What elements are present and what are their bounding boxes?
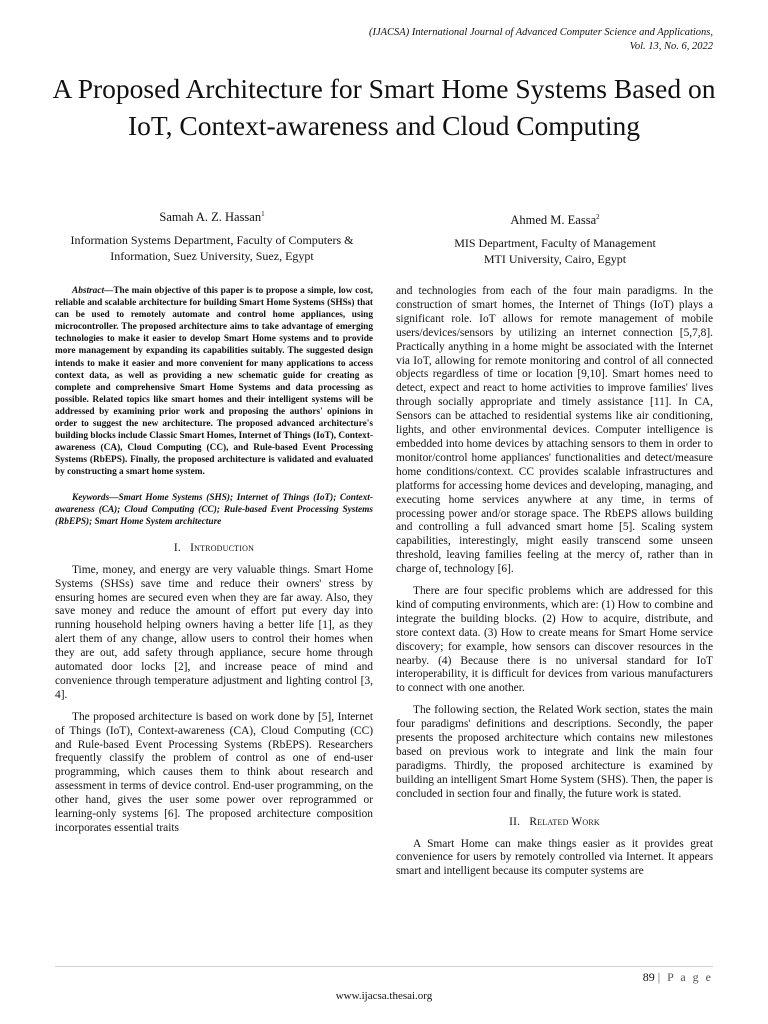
- author-name-1: Samah A. Z. Hassan$^1$: [159, 210, 265, 225]
- abstract-label: Abstract: [72, 286, 105, 296]
- abstract: [55, 285, 373, 479]
- journal-name: (IJACSA) International Journal of Advanced Computer Science and Applications,: [368, 27, 713, 38]
- intro-paragraph-1: Time, money, and energy are very valuable things. Smart Home Systems (SHSs) save time and reduce their owners' stress by ensuring homes are secured even when they are far away. Also, they save money and reduce the amount of effort put every day into running household helping owners having a better life [1], as they alert them of any change, allow users to control their homes when they are out, add safety through appliance, secure home through automated door locks [2], and increase peace of mind and convenience through temperature adjustment and lighting control [3, 4].: [55, 563, 373, 701]
- journal-header: [233, 26, 713, 54]
- paper-title: A Proposed Architecture for Smart Home Systems Based on IoT, Context-awareness and Cloud Computing: [52, 73, 716, 141]
- body-paragraph-outline: The following section, the Related Work section, states the main four paradigms' definitions and descriptions. Secondly, the paper presents the proposed architecture which contains new milestones based on previous work to integrate and link the main four paradigms. Thirdly, the proposed architecture is examined by building an intelligent Smart Home System (SHS). Then, the paper is concluded in section four and finally, the future work is stated.: [396, 704, 713, 800]
- left-column: [55, 285, 373, 844]
- author-block-1: [52, 206, 372, 264]
- abstract-text: —The main objective of this paper is to propose a simple, low cost, reliable and scalable architecture for building Smart Home Systems (SHSs) that can be used to remotely automate and control home appliances, using microcontroller. The proposed architecture aims to take advantage of emerging technologies to make it easier to develop Smart Home systems and to provide more management by expanding its capabilities suitably. The suggested design intends to make it easier and more convenient for many applications to access context data, as well as providing a new schematic guide for creating as complete and comprehensive Smart Home Systems and data processing as possible. Related topics like smart homes and their intelligent systems will be addressed by examining prior work and proposing the authors' opinions in order to suggest the new architecture. The proposed advanced architecture's building blocks include Classic Smart Homes, Internet of Things (IoT), Context-awareness (CA), Cloud Computing (CC), and Rule-based Event Processing Systems (RbEPS). Finally, the proposed architecture is validated and evaluated by constructing a smart home system.: [55, 286, 374, 478]
- author-affiliation-2b: MTI University, Cairo, Egypt: [483, 252, 627, 267]
- page-label: | P a g e: [657, 970, 713, 984]
- author-affiliation-1a: Information Systems Department, Faculty of Computers &: [70, 233, 354, 248]
- author-sup-1: 1: [261, 210, 265, 218]
- footer-divider: [55, 966, 713, 967]
- author-name-2: Ahmed M. Eassa$^2$: [510, 213, 600, 228]
- author-affiliation-1b: Information, Suez University, Suez, Egypt: [110, 249, 314, 264]
- keywords-label: Keywords: [72, 492, 110, 503]
- journal-volume: Vol. 13, No. 6, 2022: [629, 41, 713, 52]
- section-heading-related-work: II. Related Work: [509, 815, 600, 828]
- footer-url-link[interactable]: www.ijacsa.thesai.org: [335, 990, 433, 1002]
- author-sup-2: 2: [596, 213, 600, 221]
- section-heading-introduction: I. Introduction: [173, 541, 255, 554]
- intro-paragraph-2: The proposed architecture is based on work done by [5], Internet of Things (IoT), Context-awareness (CA), Cloud Computing (CC) and Rule-based Event Processing Systems (RbEPS). Researchers frequently classify the problem of control as one of end-user programming, which causes them to think about research and assessment in terms of device control. End-user programming, on the other hand, gives the user some power over reprogrammed or learning-only systems [6]. The proposed architecture composition incorporates essential traits: [55, 710, 373, 834]
- page-number: 89 | P a g e: [642, 970, 713, 984]
- body-paragraph-problems: There are four specific problems which are addressed for this kind of computing environments, which are: (1) How to combine and integrate the building blocks. (2) How to acquire, distribute, and store context data. (3) How to create means for Smart Home service discovery; for example, how sensors can discover resources in the nearby. (4) Because there is no universal standard for IoT interoperability, it is difficult for devices from various manufacturers to connect with one another.: [396, 585, 713, 695]
- keywords: [55, 492, 373, 528]
- author-affiliation-2a: MIS Department, Faculty of Management: [454, 236, 656, 251]
- related-paragraph-1: A Smart Home can make things easier as it provides great convenience for users by remotely controlled via Internet. It appears smart and intelligent because its computer systems are: [396, 837, 713, 878]
- right-column: [396, 285, 713, 887]
- keywords-text: —Smart Home Systems (SHS); Internet of Things (IoT); Context-awareness (CA); Cloud Computing (CC); Rule-based Event Processing Systems (RbEPS); Smart Home System architecture: [55, 492, 373, 527]
- body-paragraph-continued: and technologies from each of the four main paradigms. In the construction of smart homes, the Internet of Things (IoT) plays a significant role. IoT allows for remote management of mobile users/devices/sensors by utilizing an internet connection [5,7,8]. Practically anything in a home might be associated with the Internet via IoT, allowing for remote monitoring and control of all connected objects regardless of time or location [9,10]. Smart homes need to detect, expect and react to home activities to improve families' lives through socially appropriate and timely assistance [11]. In CA, Sensors can be attached to residential systems like air conditioning, lights, and other environmental devices. Computer intelligence is embedded into home devices by attaching sensors to them in order to monitor/control home appliances' functionalities and detect/measure home conditions/context. CC provides scalable infrastructures and platforms for accessing home devices and developing, managing, and executing home services anywhere at any time, in terms of processing power and/or storage space. The RbEPS allows building and controlling a full advanced smart home [5]. Scaling system capabilities, interestingly, might easily transcend some unseen threshold, leaving families feeling at the mercy of, rather than in charge of, technology [6].: [396, 285, 713, 576]
- author-block-2: [405, 209, 705, 267]
